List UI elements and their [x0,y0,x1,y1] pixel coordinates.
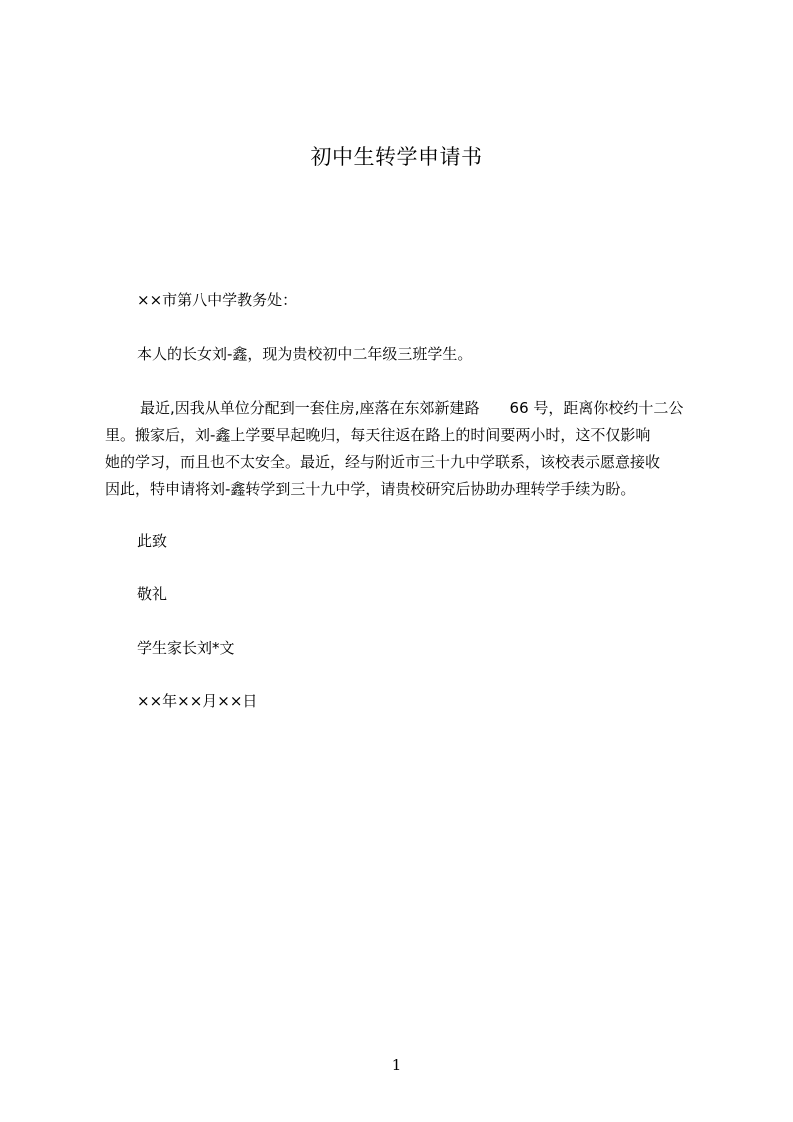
paragraph-reason-line-3: 她的学习，而且也不太安全。最近，经与附近市三十九中学联系，该校表示愿意接收 [105,453,661,471]
closing-salutation: 此致 [137,532,168,550]
signer-name: 学生家长刘*文 [137,639,235,657]
document-date: ××年××月××日 [137,692,258,710]
paragraph-reason-line-2: 里。搬家后，刘-鑫上学要早起晚归，每天往返在路上的时间要两小时，这不仅影响 [105,426,651,444]
paragraph-reason-line-4: 因此，特申请将刘-鑫转学到三十九中学，请贵校研究后协助办理转学手续为盼。 [105,480,636,498]
paragraph-reason-line-1 [140,398,683,418]
paragraph-reason-line-1-part-1: 最近,因我从单位分配到一套住房,座落在东郊新建路 [140,399,480,417]
document-title: 初中生转学申请书 [310,145,483,169]
page-number: 1 [391,1056,402,1074]
paragraph-intro: 本人的长女刘-鑫，现为贵校初中二年级三班学生。 [137,345,473,363]
closing-regards: 敬礼 [137,585,168,603]
paragraph-reason-line-1-part-2: 66 号，距离你校约十二公 [509,399,684,417]
addressee: ××市第八中学教务处： [137,291,298,309]
